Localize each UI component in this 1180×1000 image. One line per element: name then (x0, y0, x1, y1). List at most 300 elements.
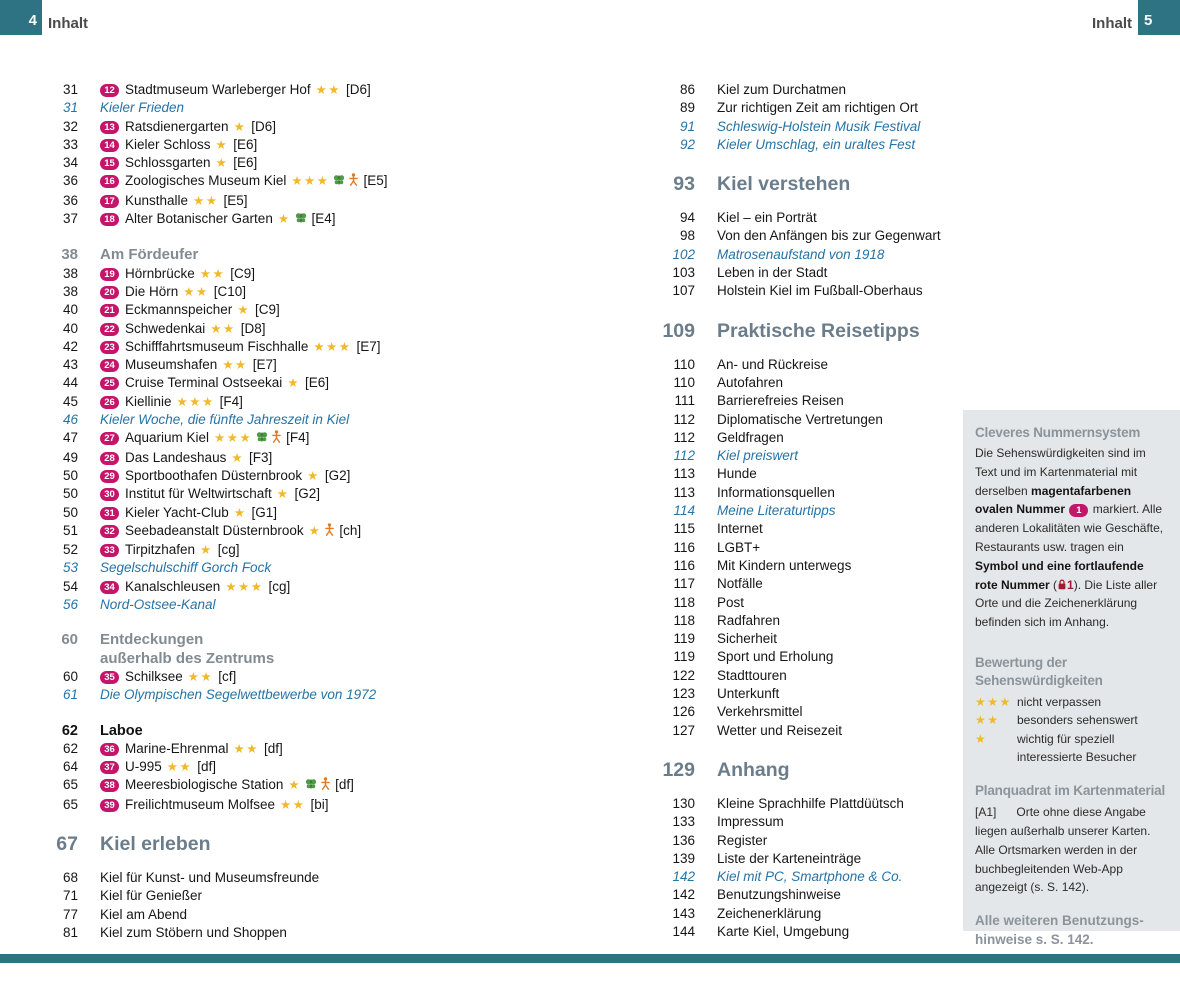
page-number-block-right (1138, 0, 1180, 35)
entry-title: Hunde (717, 466, 757, 482)
entry-page-number: 92 (679, 136, 695, 152)
section-page-number: 93 (673, 173, 695, 196)
lock-icon (1057, 578, 1067, 592)
toc-entry (655, 886, 967, 904)
entry-content (100, 210, 336, 229)
sight-number-badge: 26 (100, 396, 119, 409)
entry-title: Kiel für Kunst- und Museumsfreunde (100, 869, 320, 885)
entry-page-number: 46 (62, 412, 78, 428)
sight-number-badge: 36 (100, 743, 119, 756)
entry-title: Kieler Umschlag, ein uraltes Fest (717, 136, 916, 152)
toc-entry (655, 667, 967, 685)
toc-entry (40, 887, 625, 905)
entry-page-number: 114 (673, 503, 695, 519)
entry-title: Kieler Frieden (100, 100, 185, 116)
toc-entry (40, 192, 625, 210)
sight-number-badge: 29 (100, 470, 119, 483)
toc-entry (655, 209, 967, 227)
entry-content (717, 209, 817, 227)
entry-content (717, 667, 787, 685)
rating-stars: ★★★ (291, 174, 330, 189)
toc-entry (40, 118, 625, 136)
toc-entry (655, 832, 967, 850)
map-grid-reference: [G1] (251, 504, 278, 520)
entry-page-number: 113 (673, 466, 695, 482)
toc-entry (40, 522, 625, 541)
entry-title: Schwedenkai (125, 320, 206, 336)
toc-entry (655, 411, 967, 429)
entry-page-number: 103 (672, 265, 695, 281)
entry-content (100, 301, 280, 319)
entry-page-number: 118 (673, 612, 695, 628)
map-grid-reference: [cg] (268, 578, 291, 594)
entry-title: Informationsquellen (717, 484, 835, 500)
entry-page-number: 36 (62, 173, 78, 189)
toc-entry (655, 227, 967, 245)
entry-page-number: 139 (672, 850, 695, 866)
entry-page-number: 107 (672, 283, 695, 299)
entry-title: Schleswig-Holstein Musik Festival (717, 118, 921, 134)
section-title: Kiel verstehen (717, 173, 851, 196)
section-page-number: 129 (662, 758, 695, 781)
entry-content (717, 118, 920, 136)
entry-content (100, 596, 216, 614)
entry-title: Autofahren (717, 374, 784, 390)
sidebar-footer-note (975, 912, 1168, 949)
rating-stars: ★★ (199, 266, 226, 281)
nature-icon (333, 173, 345, 191)
entry-page-number: 65 (62, 796, 78, 812)
toc-entry (655, 703, 967, 721)
entry-title: Schilksee (125, 668, 183, 684)
entry-page-number: 31 (62, 82, 78, 97)
entry-page-number: 81 (62, 924, 78, 940)
map-grid-reference: [df] (335, 777, 354, 793)
map-grid-reference: [A1] (975, 805, 997, 820)
entry-title: Sportboothafen Düsternbrook (125, 467, 303, 483)
entry-page-number: 86 (679, 82, 695, 97)
sight-number-badge: 37 (100, 761, 119, 774)
entry-title: Karte Kiel, Umgebung (717, 923, 850, 939)
map-grid-reference: [D6] (251, 118, 277, 134)
kids-icon (325, 523, 334, 541)
entry-title: LGBT+ (717, 539, 761, 555)
toc-entry (655, 392, 967, 410)
sight-number-badge: 32 (100, 525, 119, 538)
rating-stars: ★ (276, 487, 290, 502)
toc-entry (655, 429, 967, 447)
rating-stars: ★★ (187, 669, 214, 684)
entry-title: Eckmannspeicher (125, 302, 233, 318)
sidebar-footer-line: Alle weiteren Benutzungs- (975, 913, 1144, 929)
entry-page-number: 122 (672, 667, 695, 683)
entry-content (100, 504, 277, 522)
entry-page-number: 117 (673, 576, 695, 592)
kids-icon (321, 777, 330, 795)
toc-section (40, 81, 625, 229)
section-heading (40, 246, 625, 264)
entry-page-number: 102 (672, 246, 695, 262)
sidebar-heading-line: Bewertung der (975, 654, 1067, 670)
entry-content (100, 374, 329, 392)
sight-number-badge: 21 (100, 304, 119, 317)
sidebar-heading (975, 424, 1168, 442)
entry-title: Kiel am Abend (100, 906, 188, 922)
entry-content (100, 776, 354, 795)
entry-title: Die Olympischen Segelwettbewerbe von 1972 (100, 687, 377, 703)
toc-entry (655, 722, 967, 740)
map-grid-reference: [G2] (294, 486, 321, 502)
sidebar-bold-text: magentafarbenen ovalen Nummer (975, 483, 1132, 517)
entry-page-number: 110 (673, 374, 695, 390)
map-grid-reference: [bi] (310, 796, 329, 812)
toc-column-left (40, 81, 625, 942)
toc-entry (655, 630, 967, 648)
entry-page-number: 142 (672, 887, 695, 903)
entry-page-number: 54 (62, 578, 78, 594)
toc-entry (655, 484, 967, 502)
rating-stars: ★ (277, 212, 291, 227)
entry-page-number: 40 (62, 320, 78, 336)
toc-section (655, 81, 967, 154)
entry-content (717, 685, 779, 703)
running-header-right: Inhalt (1092, 15, 1132, 32)
entry-title: Unterkunft (717, 686, 780, 702)
sidebar-bold-text: Symbol und eine fortlaufende rote Nummer (975, 558, 1144, 592)
map-grid-reference: [C9] (255, 302, 280, 318)
entry-page-number: 77 (62, 906, 78, 922)
toc-section (40, 631, 625, 704)
map-grid-reference: [G2] (324, 467, 351, 483)
map-grid-reference: [F4] (219, 393, 243, 409)
entry-page-number: 51 (62, 522, 78, 538)
sight-number-badge: 34 (100, 581, 119, 594)
entry-content (717, 832, 767, 850)
entry-page-number: 119 (673, 631, 695, 647)
entry-title: Zoologisches Museum Kiel (125, 173, 287, 189)
entry-title: Matrosenaufstand von 1918 (717, 246, 885, 262)
map-grid-reference: [E6] (233, 136, 258, 152)
entry-content (717, 923, 849, 941)
entry-content (717, 484, 835, 502)
toc-entry (40, 559, 625, 577)
entry-content (100, 740, 283, 758)
rating-stars: ★★ (183, 284, 209, 299)
toc-entry (40, 411, 625, 429)
rating-label: besonders sehenswert (1017, 713, 1138, 728)
sidebar-section-ratings (975, 654, 1168, 766)
section-heading (655, 758, 967, 782)
entry-title: Kieler Yacht-Club (125, 504, 229, 520)
entry-content (717, 868, 902, 886)
rating-stars: ★★ (280, 797, 306, 812)
toc-entry (40, 668, 625, 686)
entry-title: Sport und Erholung (717, 649, 834, 665)
toc-entry (40, 541, 625, 559)
entry-content (100, 283, 246, 301)
entry-page-number: 45 (62, 393, 78, 409)
entry-content (717, 356, 828, 374)
toc-entry (40, 796, 625, 814)
entry-title: Kiellinie (125, 393, 172, 409)
entry-page-number: 71 (62, 888, 78, 904)
sidebar-footer-line: hinweise s. S. 142. (975, 931, 1094, 947)
toc-entry (40, 758, 625, 776)
entry-title: Zur richtigen Zeit am richtigen Ort (717, 100, 919, 116)
entry-content (717, 722, 842, 740)
entry-page-number: 119 (673, 649, 695, 665)
entry-page-number: 50 (62, 486, 78, 502)
toc-section (655, 758, 967, 941)
map-grid-reference: [df] (197, 759, 216, 775)
entry-page-number: 133 (672, 814, 695, 830)
map-grid-reference: [D8] (240, 320, 266, 336)
entry-title: Verkehrsmittel (717, 704, 803, 720)
grid-reference-note: [A1] Orte ohne diese Angabe liegen außerhalb unserer Karten. Alle Ortsmarken werden in der buchbegleitenden Web-App angezeigt (s. S. 142). (975, 805, 1151, 895)
toc-entry (40, 869, 625, 887)
rating-stars: ★★ (315, 83, 341, 97)
rating-stars: ★ (287, 376, 301, 391)
entry-page-number: 91 (679, 118, 695, 134)
toc-entry (40, 338, 625, 356)
entry-title: Liste der Karteneinträge (717, 850, 862, 866)
entry-content (717, 795, 904, 813)
rating-stars: ★★★ (313, 339, 352, 354)
entry-page-number: 118 (673, 594, 695, 610)
entry-content (717, 447, 798, 465)
rating-stars: ★ (308, 523, 322, 538)
rating-stars: ★★★ (214, 431, 253, 446)
entry-page-number: 65 (62, 777, 78, 793)
entry-title: Stadttouren (717, 667, 787, 683)
entry-page-number: 47 (62, 430, 78, 446)
section-title: außerhalb des Zentrums (100, 649, 275, 667)
section-heading (655, 172, 967, 196)
toc-entry (655, 374, 967, 392)
kids-icon (349, 173, 358, 191)
entry-title: Schlossgarten (125, 155, 211, 171)
info-sidebar (963, 410, 1180, 947)
toc-entry (40, 136, 625, 154)
toc-entry (655, 118, 967, 136)
rating-stars: ★★ (166, 760, 193, 775)
entry-content (100, 449, 272, 467)
entry-title: Institut für Weltwirtschaft (125, 486, 272, 502)
entry-content (100, 429, 309, 448)
map-grid-reference: [E4] (311, 211, 336, 227)
toc-entry (40, 578, 625, 596)
entry-page-number: 142 (672, 869, 695, 885)
entry-content (100, 411, 349, 429)
sidebar-paragraph: Die Sehenswürdigkeiten sind im Text und im Kartenmaterial mit derselben magentafarbenen ovalen Nummer 1 markiert. Alle anderen Lokalitäten wie Geschäfte, Restaurants usw. tragen ein Symbol und eine fortlaufende rote Nummer ( 1). Die Liste aller Orte und die Zeichenerklärung befinden sich im Anhang. (975, 446, 1164, 630)
toc-entry (655, 923, 967, 941)
entry-content (717, 282, 923, 300)
sight-number-badge: 13 (100, 121, 119, 134)
toc-entry (655, 99, 967, 117)
sidebar-heading-line: Sehenswürdigkeiten (975, 672, 1103, 688)
toc-entry (40, 320, 625, 338)
entry-page-number: 61 (62, 687, 78, 703)
entry-title: Tirpitzhafen (125, 542, 196, 558)
sight-number-badge: 18 (100, 213, 119, 226)
entry-page-number: 110 (673, 356, 695, 372)
toc-entry (655, 520, 967, 538)
entry-content (100, 118, 276, 136)
rating-stars: ★★ (210, 321, 236, 336)
toc-entry (40, 154, 625, 172)
map-grid-reference: [E6] (233, 155, 258, 171)
rating-stars: ★★ (222, 358, 248, 373)
entry-page-number: 43 (62, 357, 78, 373)
entry-title: Post (717, 594, 745, 610)
section-heading (40, 631, 625, 649)
sight-number-badge: 23 (100, 341, 119, 354)
rating-label: nicht verpassen (1017, 694, 1102, 709)
entry-content (717, 539, 760, 557)
map-grid-reference: [E5] (363, 173, 388, 189)
entry-page-number: 112 (673, 448, 695, 464)
running-header-left: Inhalt (48, 15, 88, 32)
map-grid-reference: [cf] (218, 668, 237, 684)
toc-section (40, 722, 625, 814)
sight-number-badge: 35 (100, 671, 119, 684)
sidebar-heading-line: Cleveres Nummernsystem (975, 425, 1141, 440)
entry-page-number: 31 (62, 100, 78, 116)
toc-entry (40, 686, 625, 704)
entry-content (717, 465, 757, 483)
toc-entry (655, 612, 967, 630)
entry-content (717, 905, 821, 923)
toc-entry (655, 264, 967, 282)
entry-title: Schifffahrtsmuseum Fischhalle (125, 338, 309, 354)
rating-label: wichtig für speziell interessierte Besucher (1017, 731, 1137, 764)
entry-page-number: 98 (679, 228, 695, 244)
entry-page-number: 126 (672, 704, 695, 720)
entry-title: Museumshafen (125, 357, 218, 373)
entry-title: Leben in der Stadt (717, 265, 828, 281)
toc-column-right (655, 81, 967, 941)
entry-page-number: 42 (62, 338, 78, 354)
sight-number-badge: 31 (100, 507, 119, 520)
entry-content (100, 356, 277, 374)
nature-icon (295, 211, 307, 229)
entry-page-number: 44 (62, 375, 78, 391)
toc-entry (655, 246, 967, 264)
entry-page-number: 50 (62, 467, 78, 483)
entry-title: Stadtmuseum Warleberger Hof (125, 82, 311, 97)
toc-entry (40, 283, 625, 301)
entry-title: Geldfragen (717, 429, 784, 445)
entry-content (717, 411, 883, 429)
map-grid-reference: [C10] (213, 283, 246, 299)
toc-entry (40, 301, 625, 319)
toc-entry (40, 210, 625, 229)
page-number-block-left (0, 0, 42, 35)
entry-page-number: 89 (679, 100, 695, 116)
toc-section (40, 832, 625, 942)
section-page-number (40, 650, 78, 668)
entry-content (100, 906, 187, 924)
toc-entry (40, 99, 625, 117)
toc-entry (655, 447, 967, 465)
entry-title: Freilichtmuseum Molfsee (125, 796, 276, 812)
entry-title: Kunsthalle (125, 192, 189, 208)
map-grid-reference: [C9] (230, 265, 255, 281)
entry-page-number: 34 (62, 155, 78, 171)
kids-icon (272, 430, 281, 448)
entry-title: U-995 (125, 759, 162, 775)
rating-legend-item (975, 730, 1168, 767)
entry-page-number: 50 (62, 504, 78, 520)
map-grid-reference: [F4] (286, 430, 310, 446)
entry-content (100, 467, 350, 485)
sight-number-badge: 25 (100, 377, 119, 390)
section-page-number: 67 (56, 832, 78, 855)
sight-number-badge: 38 (100, 779, 119, 792)
entry-content (100, 485, 320, 503)
toc-entry (40, 485, 625, 503)
entry-content (100, 869, 319, 887)
entry-title: Holstein Kiel im Fußball-Oberhaus (717, 283, 923, 299)
nature-icon (305, 777, 317, 795)
section-title: Praktische Reisetipps (717, 319, 920, 342)
entry-title: Sicherheit (717, 631, 778, 647)
toc-section (655, 172, 967, 300)
entry-content (100, 796, 328, 814)
entry-page-number: 115 (673, 521, 695, 537)
entry-content (100, 541, 240, 559)
entry-content (717, 612, 780, 630)
entry-page-number: 53 (62, 560, 78, 576)
entry-title: An- und Rückreise (717, 356, 829, 372)
toc-entry (40, 596, 625, 614)
toc-entry (40, 81, 625, 99)
toc-entry (40, 504, 625, 522)
entry-content (100, 265, 255, 283)
entry-title: Kiel – ein Porträt (717, 210, 817, 226)
entry-title: Meeresbiologische Station (125, 777, 284, 793)
toc-section (655, 319, 967, 740)
entry-content (100, 578, 290, 596)
rating-stars: ★★★ (176, 394, 215, 409)
entry-content (717, 630, 777, 648)
toc-entry (655, 648, 967, 666)
map-grid-reference: [E5] (223, 192, 248, 208)
toc-entry (40, 172, 625, 191)
entry-title: Meine Literaturtipps (717, 503, 836, 519)
entry-content (717, 264, 827, 282)
entry-content (717, 392, 844, 410)
section-page-number: 62 (61, 722, 78, 739)
sight-number-badge: 28 (100, 452, 119, 465)
sight-number-badge: 22 (100, 323, 119, 336)
rating-stars: ★★★ (975, 694, 1012, 709)
sidebar-section-numbering (975, 424, 1168, 632)
entry-title: Impressum (717, 814, 784, 830)
map-grid-reference: [E7] (252, 357, 277, 373)
entry-content (717, 594, 744, 612)
section-title: Am Fördeufer (100, 246, 199, 264)
section-title: Kiel erleben (100, 832, 211, 855)
entry-title: Barrierefreies Reisen (717, 393, 844, 409)
rating-stars: ★★ (233, 741, 259, 756)
entry-title: Benutzungshinweise (717, 887, 841, 903)
toc-entry (655, 795, 967, 813)
toc-entry (655, 356, 967, 374)
map-grid-reference: [E7] (356, 338, 381, 354)
map-grid-reference: [D6] (346, 82, 371, 97)
entry-content (717, 136, 915, 154)
